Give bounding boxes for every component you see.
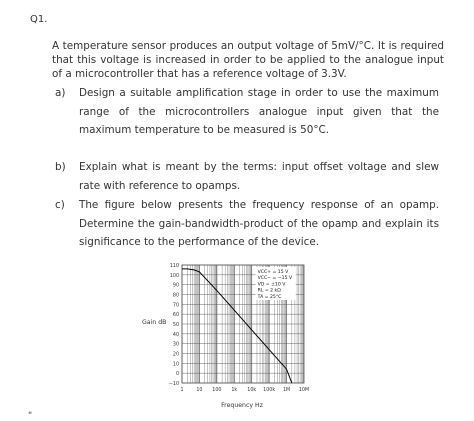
- y-tick-label: 100: [169, 273, 179, 279]
- x-tick-label: 100k: [263, 388, 276, 393]
- x-axis-label: Frequency Hz: [221, 402, 263, 409]
- x-tick-label: 10M: [298, 388, 310, 393]
- x-tick-label: 10k: [247, 388, 257, 393]
- y-tick-labels: [169, 263, 179, 387]
- annotation-text: TA = 25°C: [257, 294, 282, 300]
- annotation-text: VO = ±10 V: [257, 282, 286, 288]
- y-tick-label: 70: [172, 303, 179, 309]
- annotation-text: VCC− = −15 V: [257, 276, 293, 282]
- part-c-label: c): [55, 199, 65, 211]
- y-tick-label: 50: [172, 323, 179, 328]
- annotation-text: RL = 2 kΩ: [257, 288, 281, 294]
- part-a-label: a): [55, 87, 66, 99]
- frequency-response-chart: [140, 255, 310, 415]
- question-number: Q1.: [30, 14, 48, 25]
- y-tick-label: −10: [168, 382, 179, 387]
- part-c: [55, 196, 439, 252]
- part-c-text: The figure below presents the frequency response of an opamp. Determine the gain-bandwidth-product of the opamp and explain its significance to the performance of the device.: [79, 199, 439, 248]
- y-tick-label: 110: [169, 264, 179, 269]
- question-intro: A temperature sensor produces an output voltage of 5mV/°C. It is required that this voltage is increased in order to be applied to the analogue input of a microcontroller that has a reference voltage of 3.3V.: [52, 40, 444, 80]
- x-tick-labels: [180, 387, 309, 393]
- x-tick-label: 100: [212, 388, 222, 393]
- y-tick-label: 90: [172, 283, 179, 289]
- y-tick-label: 40: [172, 332, 179, 338]
- x-tick-label: 1M: [282, 388, 291, 393]
- part-b-text: Explain what is meant by the terms: input offset voltage and slew rate with reference to opamps.: [79, 161, 439, 192]
- y-tick-label: 80: [172, 293, 179, 299]
- y-tick-label: 20: [172, 352, 179, 358]
- part-b-label: b): [55, 161, 66, 173]
- part-b: [55, 158, 439, 195]
- y-axis-label: Gain dB: [142, 319, 167, 326]
- annotation-text: VCC+ = 15 V: [257, 270, 289, 275]
- chart-annotations: [256, 267, 296, 300]
- y-tick-label: 0: [175, 372, 179, 378]
- x-tick-label: 10: [196, 388, 203, 393]
- part-a-text: Design a suitable amplification stage in order to use the maximum range of the microcontrollers analogue input given that the maximum temperature to be measured is 50°C.: [79, 87, 439, 136]
- y-tick-label: 30: [172, 342, 179, 348]
- x-tick-label: 1: [180, 388, 184, 393]
- y-tick-label: 10: [172, 362, 179, 368]
- part-a: [55, 84, 439, 140]
- x-tick-label: 1k: [231, 388, 238, 393]
- stray-mark: ": [28, 411, 33, 421]
- y-tick-label: 60: [172, 313, 179, 319]
